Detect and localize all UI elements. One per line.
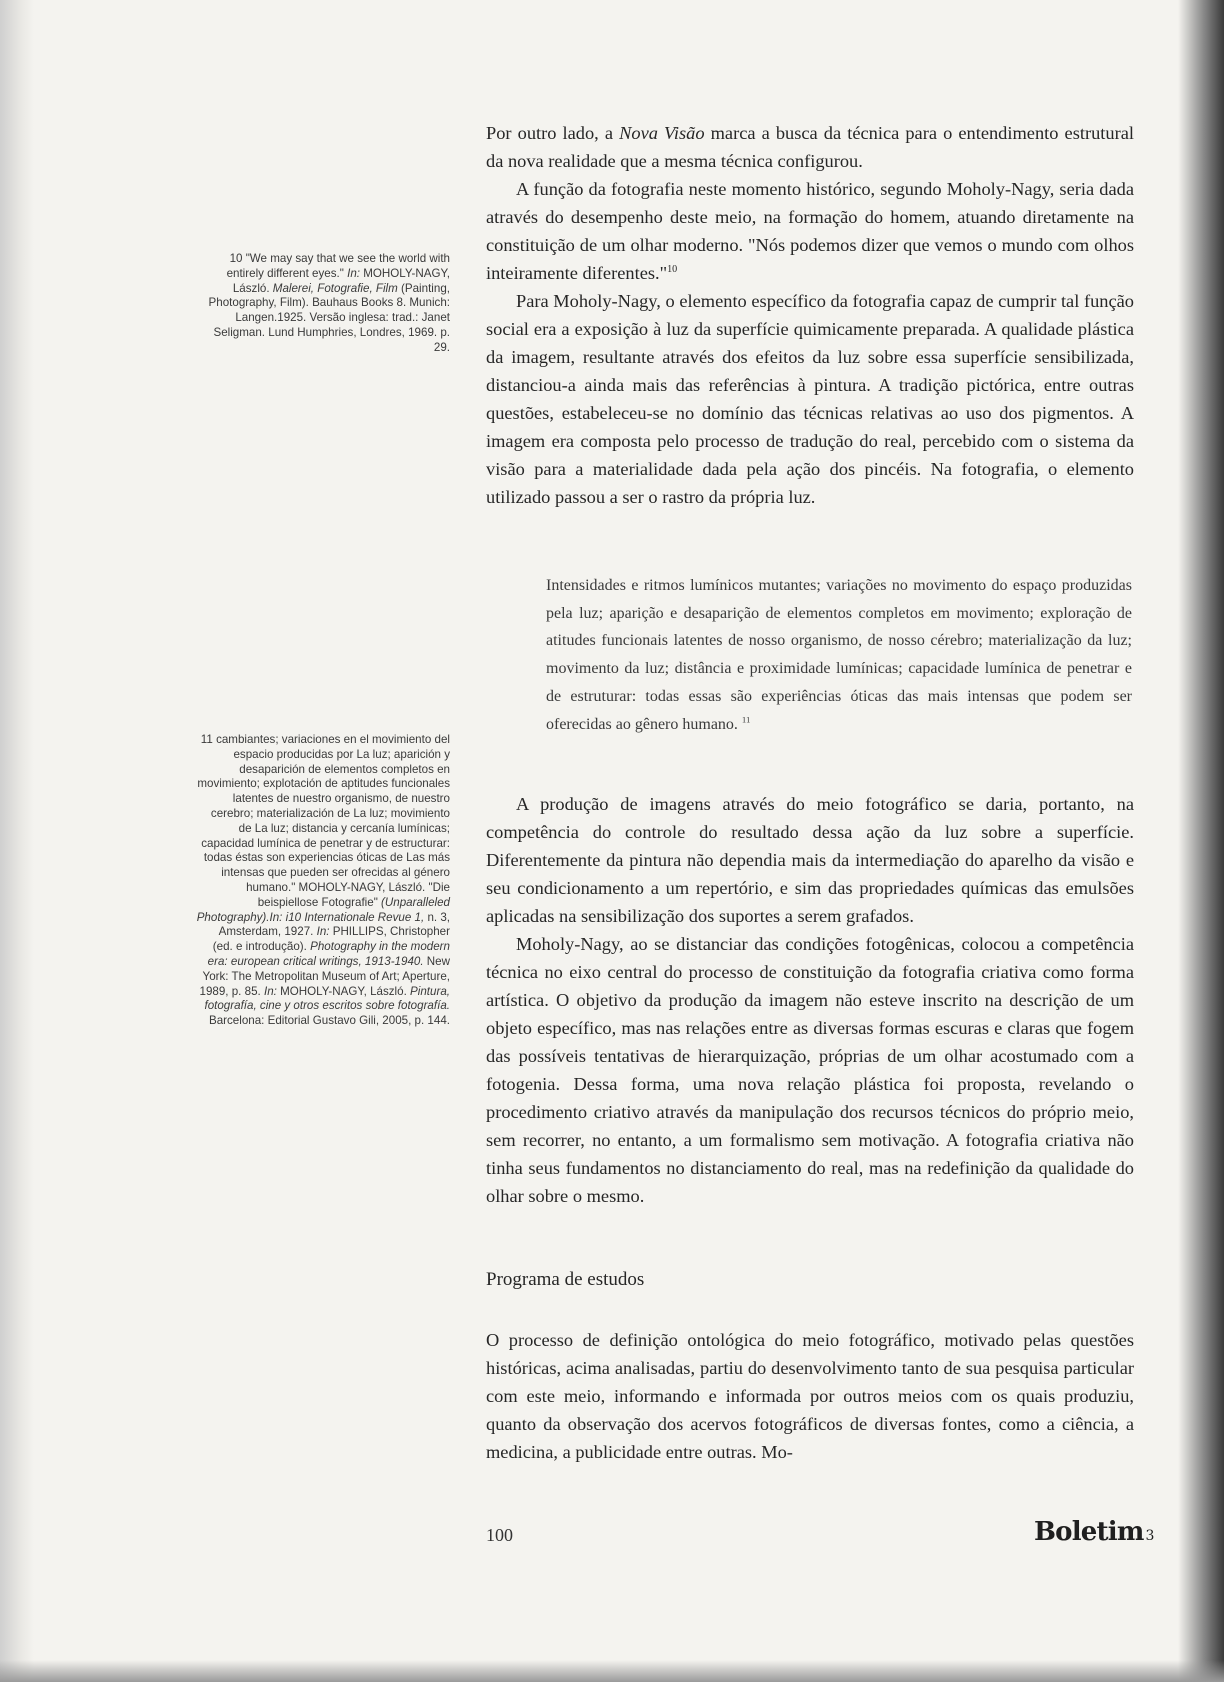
page-number: 100 (486, 1525, 513, 1545)
page-edge-shadow (1178, 0, 1224, 1682)
footnote-11 (196, 733, 450, 1029)
journal-logo-text: Boletim (1034, 1517, 1144, 1547)
body-text-bottom (486, 1326, 1134, 1466)
paragraph: Para Moholy-Nagy, o elemento específico da fotografia capaz de cumprir tal função social era a exposição à luz da superfície quimicamente preparada. A qualidade plástica da imagem, resultante através dos efeitos da luz sobre essa superfície sensibilizada, distanciou-a ainda mais das referências à pintura. A tradição pictórica, entre outras questões, estabeleceu-se no domínio das técnicas relativas ao uso dos pigmentos. A imagem era composta pelo processo de tradução do real, percebido com o sistema da visão para a materialidade dada pela ação dos pincéis. Na fotografia, o elemento utilizado passou a ser o rastro da própria luz. (486, 291, 1134, 507)
footnote-10-book-title: Malerei, Fotografie, Film (272, 281, 398, 295)
paragraph: Moholy-Nagy, ao se distanciar das condições fotogênicas, colocou a competência técnica no eixo central do processo de constituição da fotografia criativa como forma artística. O objetivo da produção da imagem não esteve inscrito na descrição de um objeto específico, mas nas relações entre as diversas formas escuras e claras que fogem das possíveis tentativas de hierarquização, próprias de um olhar acostumado com a fotogenia. Dessa forma, uma nova relação plástica foi proposta, revelando o procedimento criativo através da manipulação dos recursos técnicos do próprio meio, sem recorrer, no entanto, a um formalismo sem motivação. A fotografia criativa não tinha seus fundamentos no distanciamento do real, mas na redefinição da qualidade do olhar sobre o mesmo. (486, 934, 1134, 1206)
footnote-10 (196, 252, 450, 356)
footnote-11-number: 11 (200, 733, 213, 746)
footnote-10-text: 10 "We may say that we see the world with entirely different eyes." In: MOHOLY-NAGY, László. Malerei, Fotografie, Film (Painting, Photography, Film). Bauhaus Books 8. Munich: Langen.1925. Versão inglesa: trad.: Janet Seligman. Lund Humphries, Londres, 1969. p. 29. (208, 252, 450, 354)
paragraph: A produção de imagens através do meio fotográfico se daria, portanto, na competência do controle do resultado dessa ação da luz sobre a superfície. Diferentemente da pintura não dependia mais da intermediação do aparelho da visão e seu condicionamento a um repertório, e sim das propriedades químicas das emulsões aplicadas na sensibilização dos suportes a serem grafados. (486, 794, 1134, 926)
footnote-10-number: 10 (229, 252, 243, 265)
quote-text: Intensidades e ritmos lumínicos mutantes; variações no movimento do espaço produzidas pela luz; aparição e desaparição de elementos completos em movimento; exploração de atitudes funcionais latentes de nosso organismo, de nosso cérebro; materialização da luz; movimento da luz; distância e proximidade lumínicas; capacidade lumínica de penetrar e de estruturar: todas essas são experiências óticas das mais intensas que podem ser oferecidas ao gênero humano. $^{11}$ (546, 577, 1132, 733)
page-gutter-shadow (0, 0, 34, 1682)
body-text-top (486, 119, 1134, 511)
body-text-middle (486, 790, 1134, 1210)
footnote-11-text: 11 cambiantes; variaciones en el movimiento del espacio producidas por La luz; aparición y desaparición de elementos completos en movimiento; explotación de aptitudes funcionales latentes de nuestro organismo, de nuestro cerebro; materialización de La luz; movimiento de La luz; distancia y cercanía lumínicas; capacidad lumínica de penetrar y de estructurar: todas éstas son experiencias óticas de Las más intensas que pueden ser ofrecidas al género humano." MOHOLY-NAGY, László. "Die beispiellose Fotografie" (Unparalleled Photography).In: i10 Internationale Revue 1, n. 3, Amsterdam, 1927. In: PHILLIPS, Christopher (ed. e introdução). Photography in the modern era: european critical writings, 1913-1940. New York: The Metropolitan Museum of Art; Aperture, 1989, p. 85. In: MOHOLY-NAGY, László. Pintura, fotografía, cine y otros escritos sobre fotografía. Barcelona: Editorial Gustavo Gili, 2005, p. 144. (196, 733, 450, 1028)
section-heading: Programa de estudos (486, 1269, 645, 1290)
footnote-ref-11: 11 (741, 714, 751, 725)
paragraph: A função da fotografia neste momento histórico, segundo Moholy-Nagy, seria dada através do desempenho deste meio, na formação do homem, atuando diretamente na constituição de um olhar moderno. "Nós podemos dizer que vemos o mundo com olhos inteiramente diferentes."$^{10}$ (486, 179, 1134, 283)
paragraph: O processo de definição ontológica do meio fotográfico, motivado pelas questões históricas, acima analisadas, partiu do desenvolvimento tanto de sua pesquisa particular com este meio, informando e informada por outros meios com os quais produziu, quanto da observação dos acervos fotográficos de diversas fontes, como a ciência, a medicina, a publicidade entre outras. Mo- (486, 1330, 1134, 1462)
block-quote (546, 572, 1132, 738)
page-bottom-shadow (0, 1660, 1224, 1682)
journal-issue: 3 (1145, 1528, 1154, 1544)
paragraph: Por outro lado, a Nova Visão marca a busca da técnica para o entendimento estrutural da nova realidade que a mesma técnica configurou. (486, 123, 1134, 171)
journal-logo (1034, 1517, 1154, 1547)
footnote-ref-10: 10 (667, 263, 678, 275)
